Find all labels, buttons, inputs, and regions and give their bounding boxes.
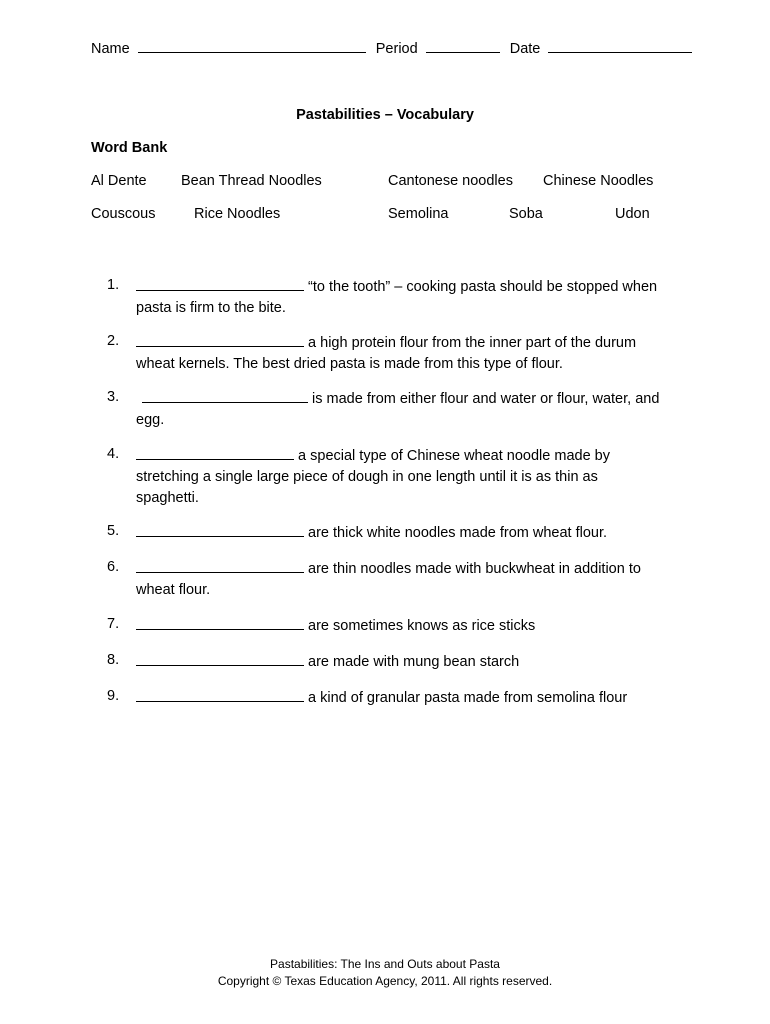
answer-blank[interactable] — [136, 331, 304, 347]
question-item — [107, 331, 687, 375]
word-bank-item: Couscous — [91, 206, 156, 222]
page-title: Pastabilities – Vocabulary — [296, 107, 474, 123]
question-item — [107, 387, 687, 431]
answer-blank[interactable] — [136, 650, 304, 666]
period-label: Period — [375, 41, 418, 57]
question-number: 9. — [107, 688, 120, 704]
question-text: are thick white noodles made from wheat flour. — [308, 525, 608, 541]
date-label: Date — [509, 41, 541, 57]
question-item — [107, 275, 687, 319]
question-item — [107, 557, 687, 601]
question-item — [107, 521, 687, 544]
answer-blank[interactable] — [136, 444, 294, 460]
footer-copyright: Copyright © Texas Education Agency, 2011. All rights reserved. — [217, 974, 553, 988]
answer-blank[interactable] — [136, 557, 304, 573]
question-number: 8. — [107, 652, 120, 668]
answer-blank[interactable] — [136, 686, 304, 702]
question-text: stretching a single large piece of dough in one length until it is as thin as — [136, 469, 598, 485]
question-text: are thin noodles made with buckwheat in addition to — [308, 561, 641, 577]
question-text: spaghetti. — [136, 490, 199, 506]
word-bank-item: Cantonese noodles — [388, 173, 513, 189]
question-text: pasta is firm to the bite. — [136, 300, 286, 316]
question-text: “to the tooth” – cooking pasta should be stopped when — [308, 279, 658, 295]
question-text: are sometimes knows as rice sticks — [308, 618, 536, 634]
question-number: 2. — [107, 333, 120, 349]
word-bank-item: Bean Thread Noodles — [181, 173, 322, 189]
student-info-header — [91, 37, 692, 57]
question-text: a special type of Chinese wheat noodle made by — [298, 448, 610, 464]
question-text: are made with mung bean starch — [308, 654, 520, 670]
word-bank-item: Soba — [509, 206, 543, 222]
question-text: is made from either flour and water or flour, water, and — [312, 391, 660, 407]
question-item — [107, 614, 687, 637]
question-text: wheat flour. — [136, 582, 211, 598]
answer-blank[interactable] — [136, 614, 304, 630]
word-bank-item: Semolina — [388, 206, 449, 222]
question-number: 5. — [107, 523, 120, 539]
question-item — [107, 444, 687, 509]
question-text: a kind of granular pasta made from semolina flour — [308, 690, 628, 706]
question-number: 6. — [107, 559, 120, 575]
word-bank-item: Udon — [615, 206, 650, 222]
answer-blank[interactable] — [142, 387, 308, 403]
word-bank-item: Chinese Noodles — [543, 173, 654, 189]
question-number: 1. — [107, 277, 120, 293]
answer-blank[interactable] — [136, 521, 304, 537]
footer-title: Pastabilities: The Ins and Outs about Pasta — [270, 957, 500, 971]
name-field[interactable] — [138, 37, 366, 53]
question-item — [107, 650, 687, 673]
word-bank-item: Al Dente — [91, 173, 147, 189]
answer-blank[interactable] — [136, 275, 304, 291]
question-number: 3. — [107, 389, 120, 405]
period-field[interactable] — [426, 37, 500, 53]
question-item — [107, 686, 687, 709]
date-field[interactable] — [548, 37, 692, 53]
question-text: wheat kernels. The best dried pasta is made from this type of flour. — [136, 356, 563, 372]
question-number: 4. — [107, 446, 120, 462]
question-text: a high protein flour from the inner part of the durum — [308, 335, 637, 351]
question-number: 7. — [107, 616, 120, 632]
word-bank-item: Rice Noodles — [194, 206, 281, 222]
name-label: Name — [91, 41, 130, 57]
word-bank-heading: Word Bank — [91, 140, 168, 156]
question-text: egg. — [136, 412, 165, 428]
